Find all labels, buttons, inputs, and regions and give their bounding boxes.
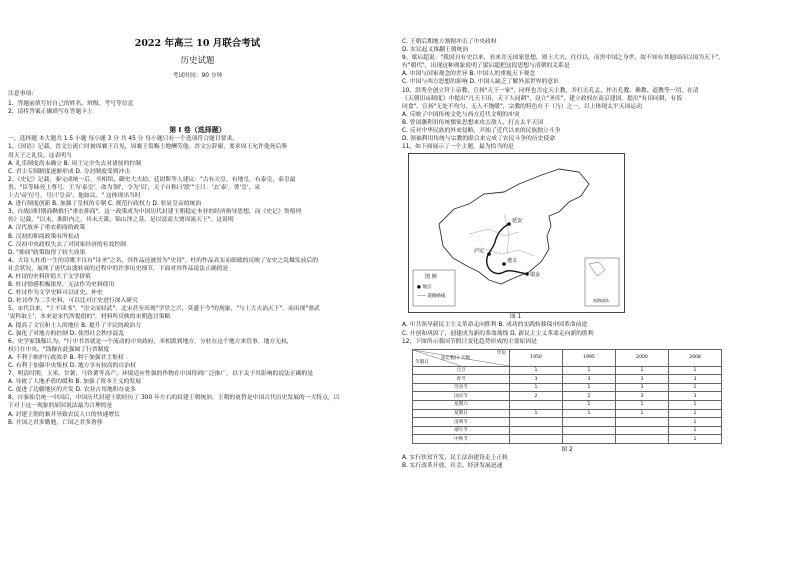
question-line: A. 导致了人地矛盾的缓和 B. 加强了资本主义的发展: [8, 379, 141, 386]
q11-option: A. 中共领导新民主主义革命走向胜利 B. 成功的实践转移保中国革命前途: [402, 322, 588, 329]
city-label-luding: 泸定: [474, 248, 485, 255]
question-line: A. 礼乐制度尚未确立 B. 周王完全失去对诸侯的控制: [8, 160, 141, 167]
question-line: C. 有利于加强中央集权 D. 地方享有较高的自治权: [8, 363, 136, 369]
fig1-caption: 图 1: [509, 314, 522, 321]
q12-stem: 12、下图所示我国节假日变化趋势形成的主要原因是: [402, 338, 537, 345]
year-header: 2000: [616, 349, 669, 366]
question-line: D. 杜诗作为二手史料，可以比对正史进行深入研究: [8, 298, 138, 305]
question-line: C. 反对中华民族的外来侵略，开始了近代以来的民族独立斗争: [402, 128, 561, 135]
exam-time: 考试时间：90 分钟: [172, 73, 223, 79]
holiday-name-cell: 春节: [413, 375, 510, 384]
table-row: [413, 409, 722, 418]
holiday-days-cell: [563, 435, 616, 444]
inset-label: 南海诸岛: [593, 298, 609, 304]
table-body: [413, 366, 722, 443]
holiday-days-cell: [510, 435, 563, 444]
question-line: A. 中国与国家观念的差异 B. 中国人的重视天下观念: [402, 71, 535, 78]
china-map: [409, 154, 624, 312]
exam-subject: 历史试题: [180, 56, 215, 66]
holiday-days-cell: 1: [510, 409, 563, 418]
holiday-name-cell: 劳动节: [413, 383, 510, 392]
holiday-days-cell: 1: [510, 366, 563, 375]
holiday-name-cell: 元旦: [413, 366, 510, 375]
note-item: 1、答题前填写好自己的姓名、班级、考号等信息: [8, 101, 134, 108]
question-line: A. 杜诗的史料价值大于文学价值: [8, 273, 91, 280]
question-line: 5、宋代以来，"士不读书"，"崇文而轻武"，北宋甚至出现"学堂之兴，莫盛于今"的现象，"与士大夫治天下"，而出现"重武: [8, 306, 320, 313]
question-line: 用天子之礼仪。这表明当: [8, 152, 72, 159]
holiday-days-cell: 3: [616, 392, 669, 401]
holiday-days-cell: [510, 401, 563, 410]
question-line: 4、大诗人杜甫一生的诗歌不仅有"诗圣"之名，其作品还被誉为"史诗"。杜的作品真实而细致的反映了安史之乱爆发前后的: [8, 257, 318, 264]
right-column: [402, 0, 786, 470]
question-line: A. 提高了文官和士人的地位 B. 提升了平民的政治力: [8, 322, 141, 329]
yanan-dot: [507, 223, 511, 227]
question-line: 9、梁启超说："我国自有史以来，看来并无国家思想，则士大夫，往往以，而贵中国之身世，故不知有其他国而以国为天下"，: [402, 55, 725, 62]
exam-title: 2022 年高三 10 月联合考试: [134, 38, 261, 49]
year-header: 1950: [510, 349, 563, 366]
question-line: B. 曾国藩利用传统儒家思想来攻击敌人，打击太平天国: [402, 119, 543, 126]
holiday-days-cell: 3: [510, 375, 563, 384]
table-row: [413, 366, 722, 375]
left-column: [8, 0, 387, 427]
holiday-days-cell: 1: [669, 426, 722, 435]
question-line: 同食"，宣扬"无处不均匀，无人不饱暖"，宗教的特色在于（乃）之一，以上体现太平天国运动: [402, 103, 642, 110]
question-line: D. "抑商"政策取得了较大成果: [8, 249, 86, 256]
q12-option: B. 实行改革开放，社会、经济发展迅速: [402, 463, 503, 470]
question-line: 上古'帝'位号，号曰'皇帝'。他如议。" 这体现出当时: [8, 193, 141, 200]
holiday-days-cell: 2: [563, 392, 616, 401]
holiday-days-cell: 1: [669, 409, 722, 418]
note-item: 2、请将答案正确填写在答题卡上: [8, 109, 93, 116]
part1-heading: 第 I 卷（选择题）: [169, 126, 226, 135]
holiday-days-cell: 1: [510, 383, 563, 392]
legend-item: —— 道路路线: [417, 294, 446, 300]
holiday-table-figure: [412, 349, 722, 444]
city-label-ruijin: 瑞金: [530, 272, 541, 279]
table-row: [413, 426, 722, 435]
holiday-days-cell: 1: [616, 366, 669, 375]
holiday-days-cell: 3: [669, 375, 722, 384]
question-line: A. 不利于维护行政效率 B. 利于加强君主集权: [8, 354, 124, 361]
table-row: [413, 375, 722, 384]
question-line: A. 进行制度创新 B. 加强了皇权的专制 C. 规范行政权力 D. 彰显皇帝的统治: [8, 201, 202, 208]
holiday-days-cell: [563, 426, 616, 435]
holiday-days-cell: 2: [510, 392, 563, 401]
zunyi-dot: [502, 263, 506, 267]
table-row: [413, 383, 722, 392]
legend-title: 图 例: [425, 274, 437, 281]
question-line: 权只在中央。"钱穆在此强调了行省制度: [8, 346, 110, 353]
holiday-days-cell: 1: [616, 401, 669, 410]
right-questions: [402, 38, 786, 151]
question-line: 3、自战国时期商鞅推行"重农抑商"，这一政策成为中国历代封建王朝稳定本业的经济指导思想，而《史记》货殖列: [8, 209, 302, 216]
city-label-zunyi: 遵义: [507, 258, 518, 265]
question-line: C. 杜诗作为文学史料可以证史、补史: [8, 290, 103, 297]
holiday-name-cell: 端午节: [413, 426, 510, 435]
left-questions: [8, 143, 387, 426]
question-line: 《天朝田亩制度》中提出"凡天下田，天下人同耕"，设立"圣库"，建立政权在南京建国，提出"有田同耕，有饭: [402, 95, 682, 102]
question-line: D. 农民起义推翻王朝统治: [402, 47, 469, 54]
q12-option: A. 实行扶贫开发，民主法治建设走上正轨: [402, 455, 509, 462]
question-line: 贵。"臣等昧死上尊号，王为'泰皇'，命为'制'，令为'诏'，天子自称曰'朕'"王曰：'去'泰'，著'皇'，采: [8, 184, 261, 191]
category-label: 节假日: [415, 359, 429, 365]
question-line: C. 君主专制制度逐渐形成 D. 分封制度受到冲击: [8, 168, 131, 175]
table-corner-header: [413, 349, 510, 366]
holiday-days-cell: 1: [669, 383, 722, 392]
question-line: C. 中国与西方思想的影响 D. 中国人缺乏了解外部世界的意识: [402, 79, 559, 86]
question-line: B. 杜诗情感积极浓厚，无法作为史料使用: [8, 282, 115, 289]
holiday-days-cell: 1: [669, 366, 722, 375]
question-line: C. 汉初中央政权失去了对国家经济的有效控制: [8, 241, 126, 248]
question-line: C. 强化了对地方的控制 D. 使得社会秩序混乱: [8, 330, 125, 337]
holiday-name-cell: 国庆节: [413, 392, 510, 401]
holiday-days-cell: 1: [616, 409, 669, 418]
legend-item: ● 地点: [417, 285, 432, 291]
question-line: 社会状况，展现了唐代由盛转衰的过程中的许多历史细节，下面对其作品说法正确的是: [8, 265, 229, 272]
question-line: 传》记载，"以末，淮阳内之，其末天篱，锦山泽之基，是以富商大贾周流天下"。这说明: [8, 217, 234, 224]
holiday-days-cell: 1: [669, 418, 722, 427]
question-line: C. 王朝后期地方割据冲击了中央政权: [402, 39, 497, 45]
holiday-name-cell: 星期日: [413, 409, 510, 418]
holiday-days-cell: 3: [616, 375, 669, 384]
table-row: [413, 401, 722, 410]
holiday-days-cell: [616, 426, 669, 435]
question-line: 有"朝代"，出现这种现象说明了梁启超把这段思想与清朝的关系是: [402, 63, 570, 70]
year-label: 年份: [496, 350, 506, 356]
holiday-days-cell: [510, 426, 563, 435]
table-row: [413, 418, 722, 427]
question-line: D. 领袖利用传统与宗教的联合来完成了农民斗争的历史使命: [402, 136, 556, 143]
year-header: 2008: [669, 349, 722, 366]
question-line: 1、《国语》记载，晋文公流亡时被周襄王召见，周襄王赏赐土地酬劳他。晋文公辞谢，要求周王允许他死后葬: [8, 144, 288, 151]
holiday-days-cell: 3: [563, 375, 616, 384]
holiday-table: [412, 349, 722, 444]
table-row: [413, 392, 722, 401]
holiday-days-cell: 1: [669, 435, 722, 444]
question-line: A. 汉代放弃了重农抑商的政策: [8, 225, 86, 232]
question-line: 下对于这一现象的原因说法最为合理的是: [8, 403, 113, 410]
question-line: B. 开国之君多勤勉，亡国之君多奢侈: [8, 419, 103, 426]
question-line: 7、明清时期，玉米、甘薯、马铃薯等高产、环境适应性强的作物在中国得到广泛推广，以下关于其影响的说法正确的是: [8, 371, 314, 378]
question-line: C. 促进了边疆地区的开发 D. 农业占用地积存更多: [8, 387, 136, 394]
ruijin-dot: [525, 273, 529, 277]
holiday-days-cell: [563, 418, 616, 427]
holiday-days-cell: 1: [563, 366, 616, 375]
question-line: 6、史学家钱穆认为，"行中书省就是一个流动的中央政府，率相派到地方，分驻在这个地方来管事，地方无权，: [8, 338, 293, 345]
fig2-caption: 图 2: [561, 447, 573, 454]
holiday-days-cell: 1: [669, 401, 722, 410]
holiday-label: 法定假日 天数: [441, 355, 471, 361]
question-line: 8、自秦始皇统一中国后，中国历代封建王朝经历了 300 年左右的封建王朝统治，王朝的更替是中国古代历史发展的一大特点，以: [8, 395, 340, 402]
question-line: A. 反映了中国传统文化与西方近代文明的冲突: [402, 111, 520, 118]
holiday-days-cell: 3: [669, 392, 722, 401]
question-line: '说科取士'，本来是宋代所提倡的"，材料所反映的宋朝选官策略: [8, 314, 171, 321]
q11-option: C. 开创和巩固了，创建成为新的革命战线 D. 新民主主义革命走向新的胜利: [402, 330, 594, 337]
question-line: 10、洪秀全创立拜上帝教，宣扬"天下一家"，同样也否定天主教，并打击孔孟，抨击孔教、佛教、道教等一切，在清: [402, 87, 699, 94]
holiday-days-cell: 1: [563, 383, 616, 392]
question-line: B. 汉初的抑商政策有所松动: [8, 233, 80, 240]
holiday-name-cell: 中秋节: [413, 435, 510, 444]
question-line: 2、《史记》记载，秦完成统一后，丞相绾、御史大夫劫、廷尉斯等人建议："古有天皇，有地皇，有泰皇，泰皇最: [8, 176, 296, 183]
notes-heading: 注意事项：: [8, 91, 37, 98]
holiday-days-cell: 1: [563, 401, 616, 410]
route-line: [487, 224, 527, 274]
holiday-days-cell: [616, 418, 669, 427]
holiday-days-cell: 3: [616, 383, 669, 392]
part1-intro: 一、选择题 本大题共 1 5 小题 每小题 3 分 共 45 分 每小题只有一个选项符合题目要求。: [8, 136, 239, 143]
country-outline: [439, 169, 589, 284]
china-map-figure: [408, 153, 625, 313]
holiday-name-cell: 清明节: [413, 418, 510, 427]
city-label-yanan: 延安: [512, 218, 523, 225]
question-line: A. 封建王朝的兼并导致农民人口的快速增长: [8, 411, 120, 418]
holiday-days-cell: [510, 418, 563, 427]
holiday-name-cell: 星期六: [413, 401, 510, 410]
luding-dot: [487, 253, 491, 257]
holiday-days-cell: 1: [563, 409, 616, 418]
question-line: 11、如下面展示了一个主题，最为恰当的是: [402, 144, 514, 151]
holiday-days-cell: [616, 435, 669, 444]
table-row: [413, 435, 722, 444]
year-header: 1995: [563, 349, 616, 366]
